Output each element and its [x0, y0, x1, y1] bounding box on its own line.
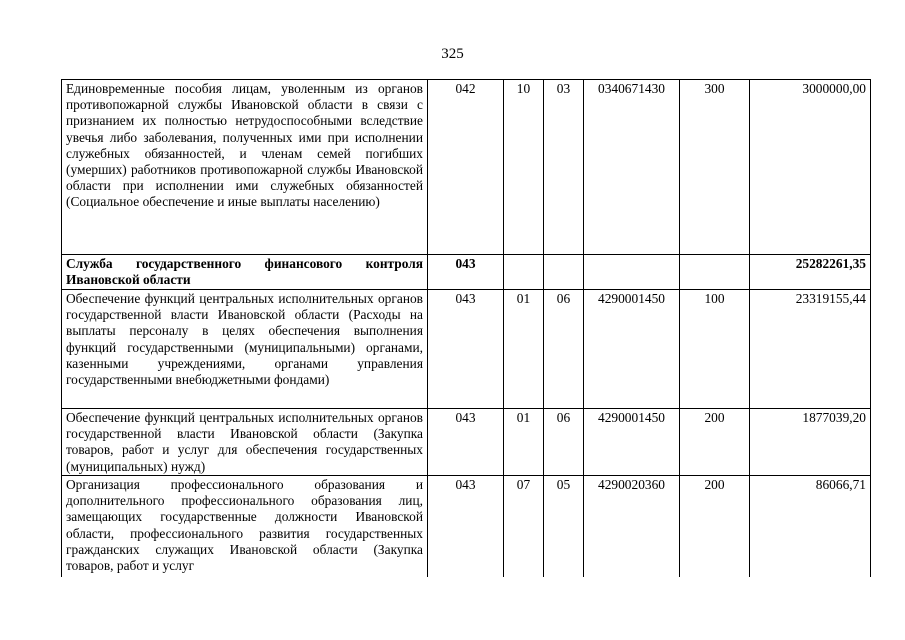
row-section-code: 01 [504, 409, 544, 476]
row-amount: 23319155,44 [750, 290, 871, 409]
row-subsection-code [544, 255, 584, 290]
row-amount: 1877039,20 [750, 409, 871, 476]
row-description: Служба государственного финансового контроля Ивановской области [62, 255, 428, 290]
row-target-article: 4290001450 [584, 409, 680, 476]
row-subsection-code: 05 [544, 476, 584, 578]
row-target-article: 4290020360 [584, 476, 680, 578]
row-subsection-code: 03 [544, 80, 584, 255]
row-target-article: 0340671430 [584, 80, 680, 255]
row-target-article [584, 255, 680, 290]
row-expense-type: 200 [680, 476, 750, 578]
row-ministry-code: 042 [428, 80, 504, 255]
row-description: Единовременные пособия лицам, уволенным из органов противопожарной службы Ивановской области в связи с признанием их полностью нетрудоспособными вследствие увечья либо заболевания, полученных ими при исполнении служебных обязанностей, и членам семей погибших (умерших) работников противопожарной службы Ивановской области при исполнении ими служебных обязанностей (Социальное обеспечение и иные выплаты населению) [62, 80, 428, 255]
row-subsection-code: 06 [544, 290, 584, 409]
table-row [62, 80, 871, 255]
table-row [62, 290, 871, 409]
row-description: Обеспечение функций центральных исполнительных органов государственной власти Ивановской области (Закупка товаров, работ и услуг для обеспечения государственных (муниципальных) нужд) [62, 409, 428, 476]
row-section-code [504, 255, 544, 290]
row-ministry-code: 043 [428, 476, 504, 578]
row-subsection-code: 06 [544, 409, 584, 476]
table-row [62, 476, 871, 578]
row-expense-type: 300 [680, 80, 750, 255]
table-row [62, 409, 871, 476]
row-ministry-code: 043 [428, 255, 504, 290]
budget-table [61, 79, 871, 577]
row-amount: 3000000,00 [750, 80, 871, 255]
row-ministry-code: 043 [428, 409, 504, 476]
row-ministry-code: 043 [428, 290, 504, 409]
row-target-article: 4290001450 [584, 290, 680, 409]
row-amount: 25282261,35 [750, 255, 871, 290]
row-description: Обеспечение функций центральных исполнительных органов государственной власти Ивановской области (Расходы на выплаты персоналу в целях обеспечения выполнения функций государственными (муниципальными) органами, казенными учреждениями, органами управления государственными внебюджетными фондами) [62, 290, 428, 409]
row-expense-type: 200 [680, 409, 750, 476]
page-number: 325 [441, 46, 464, 62]
row-section-code: 10 [504, 80, 544, 255]
row-section-code: 07 [504, 476, 544, 578]
row-description: Организация профессионального образования и дополнительного профессионального образования лиц, замещающих государственные должности Ивановской области, профессионального развития государственных гражданских служащих Ивановской области (Закупка товаров, работ и услуг [62, 476, 428, 578]
row-expense-type [680, 255, 750, 290]
table-row [62, 255, 871, 290]
row-section-code: 01 [504, 290, 544, 409]
row-expense-type: 100 [680, 290, 750, 409]
row-amount: 86066,71 [750, 476, 871, 578]
